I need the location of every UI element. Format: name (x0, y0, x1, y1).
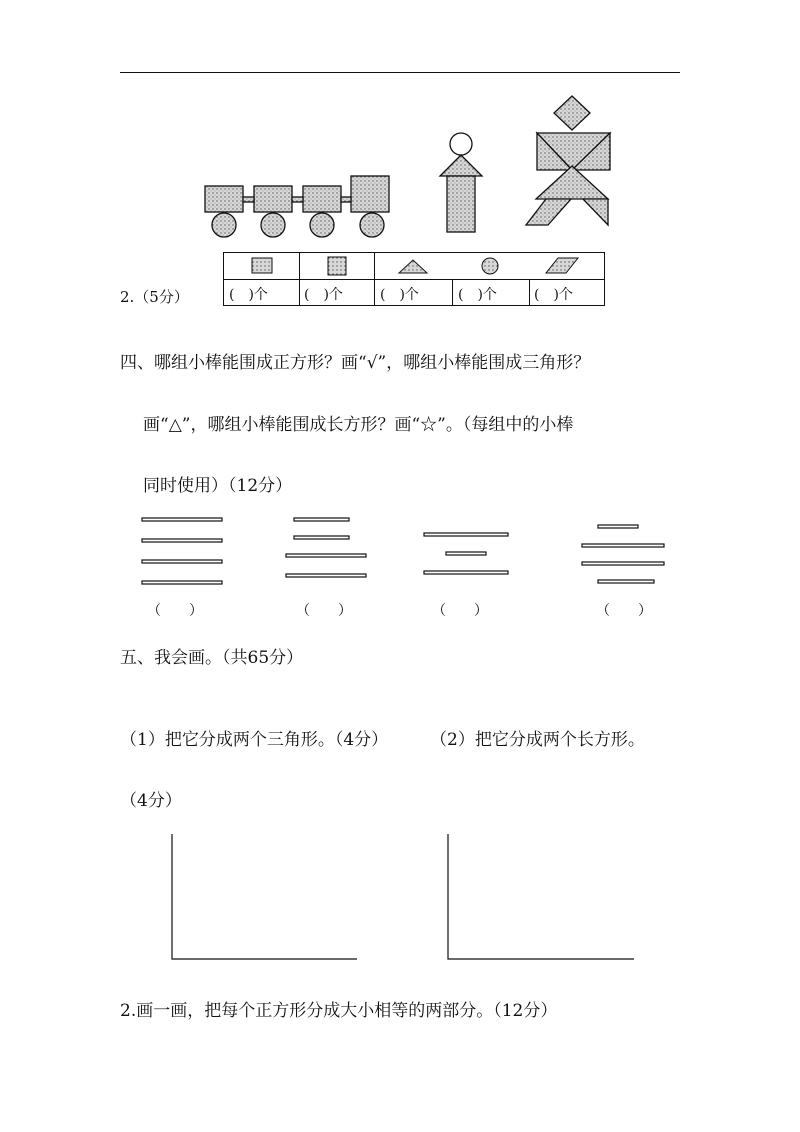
count-cell[interactable]: ( )个 (229, 287, 268, 303)
table-icons (224, 253, 604, 279)
answer-blank[interactable]: （ ） (432, 603, 488, 619)
triangle-icon (399, 260, 427, 273)
answer-blank[interactable]: （ ） (147, 603, 203, 619)
drawing-areas (0, 830, 800, 970)
count-cell[interactable]: ( )个 (380, 287, 419, 303)
drawing-area-1 (172, 834, 357, 959)
stick-group-2 (286, 518, 366, 577)
shape-figures (0, 0, 800, 260)
section-5-title: 五、我会画。（共65分） (120, 648, 304, 668)
stick-group-4 (582, 525, 664, 583)
count-cell[interactable]: ( )个 (534, 287, 573, 303)
section-4-line-3: 同时使用）（12分） (143, 476, 293, 496)
person-figure (440, 133, 482, 232)
stick-group-1 (142, 518, 222, 584)
section-5-sub-2: （2）把它分成两个长方形。 (430, 730, 645, 750)
section-5-sub-1: （1）把它分成两个三角形。（4分） (120, 730, 389, 750)
table-row-divider (224, 279, 604, 280)
question-2-label: 2.（5分） (120, 288, 189, 306)
stick-group-3 (424, 533, 508, 574)
rectangle-icon (252, 258, 272, 273)
count-cell[interactable]: ( )个 (304, 287, 343, 303)
count-cell[interactable]: ( )个 (458, 287, 497, 303)
table-col-divider (529, 279, 530, 305)
stick-groups (0, 510, 800, 610)
drawing-area-2 (448, 834, 634, 959)
parallelogram-icon (546, 258, 578, 273)
table-col-divider (452, 279, 453, 305)
section-5-question-2: 2.画一画，把每个正方形分成大小相等的两部分。（12分） (120, 1001, 558, 1021)
section-4-line-1: 四、哪组小棒能围成正方形？画“√”，哪组小棒能围成三角形？ (120, 353, 591, 373)
tangram-figure (526, 96, 610, 225)
section-5-sub-2-points: （4分） (120, 791, 182, 811)
answer-blank[interactable]: （ ） (596, 603, 652, 619)
train-figure (205, 176, 389, 237)
circle-icon (482, 258, 498, 274)
shape-count-table (223, 252, 605, 306)
answer-blank[interactable]: （ ） (296, 603, 352, 619)
section-4-line-2: 画“△”，哪组小棒能围成长方形？画“☆”。（每组中的小棒 (143, 415, 574, 435)
square-icon (328, 257, 346, 275)
